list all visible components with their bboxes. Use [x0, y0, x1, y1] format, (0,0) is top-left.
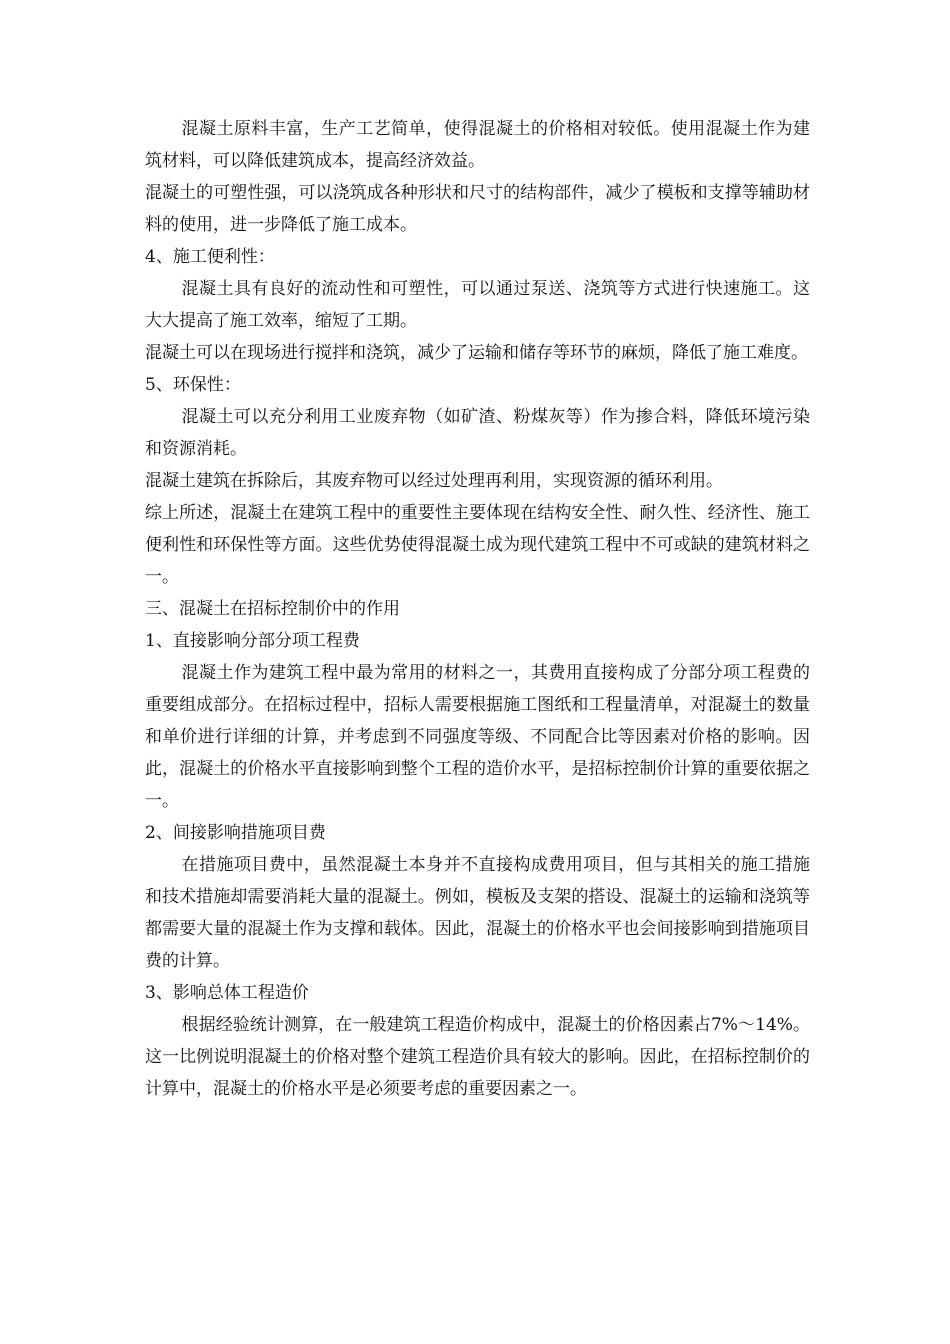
paragraph-summary: 综上所述，混凝土在建筑工程中的重要性主要体现在结构安全性、耐久性、经济性、施工便利性和环保性等方面。这些优势使得混凝土成为现代建筑工程中不可或缺的建筑材料之一。 [145, 503, 810, 587]
paragraph-recycling: 混凝土建筑在拆除后，其废弃物可以经过处理再利用，实现资源的循环利用。 [145, 471, 723, 491]
heading-direct-impact: 1、直接影响分部分项工程费 [145, 631, 360, 651]
paragraph-fast-construction: 混凝土具有良好的流动性和可塑性，可以通过泵送、浇筑等方式进行快速施工。这大大提高了施工效率，缩短了工期。 [145, 279, 810, 331]
paragraph-overall-cost: 根据经验统计测算，在一般建筑工程造价构成中，混凝土的价格因素占7%～14%。这一比例说明混凝土的价格对整个建筑工程造价具有较大的影响。因此，在招标控制价的计算中，混凝土的价格水平是必须要考虑的重要因素之一。 [145, 1015, 810, 1099]
paragraph-industrial-waste: 混凝土可以充分利用工业废弃物（如矿渣、粉煤灰等）作为掺合料，降低环境污染和资源消耗。 [145, 407, 810, 459]
heading-environmental: 5、环保性： [145, 375, 241, 395]
paragraph-direct-impact: 混凝土作为建筑工程中最为常用的材料之一，其费用直接构成了分部分项工程费的重要组成部分。在招标过程中，招标人需要根据施工图纸和工程量清单，对混凝土的数量和单价进行详细的计算，并考虑到不同强度等级、不同配合比等因素对价格的影响。因此，混凝土的价格水平直接影响到整个工程的造价水平，是招标控制价计算的重要依据之一。 [145, 663, 810, 811]
paragraph-plasticity-cost: 混凝土的可塑性强，可以浇筑成各种形状和尺寸的结构部件，减少了模板和支撑等辅助材料的使用，进一步降低了施工成本。 [145, 183, 810, 235]
heading-overall-cost: 3、影响总体工程造价 [145, 983, 309, 1003]
heading-section-three: 三、混凝土在招标控制价中的作用 [145, 599, 400, 619]
heading-construction-convenience: 4、施工便利性： [145, 247, 275, 267]
paragraph-onsite-mixing: 混凝土可以在现场进行搅拌和浇筑，减少了运输和储存等环节的麻烦，降低了施工难度。 [145, 343, 808, 363]
paragraph-indirect-impact: 在措施项目费中，虽然混凝土本身并不直接构成费用项目，但与其相关的施工措施和技术措施却需要消耗大量的混凝土。例如，模板及支架的搭设、混凝土的运输和浇筑等都需要大量的混凝土作为支撑和载体。因此，混凝土的价格水平也会间接影响到措施项目费的计算。 [145, 855, 810, 971]
heading-indirect-impact: 2、间接影响措施项目费 [145, 823, 326, 843]
paragraph-low-cost: 混凝土原料丰富，生产工艺简单，使得混凝土的价格相对较低。使用混凝土作为建筑材料，可以降低建筑成本，提高经济效益。 [145, 119, 810, 171]
document-page [145, 113, 810, 1105]
